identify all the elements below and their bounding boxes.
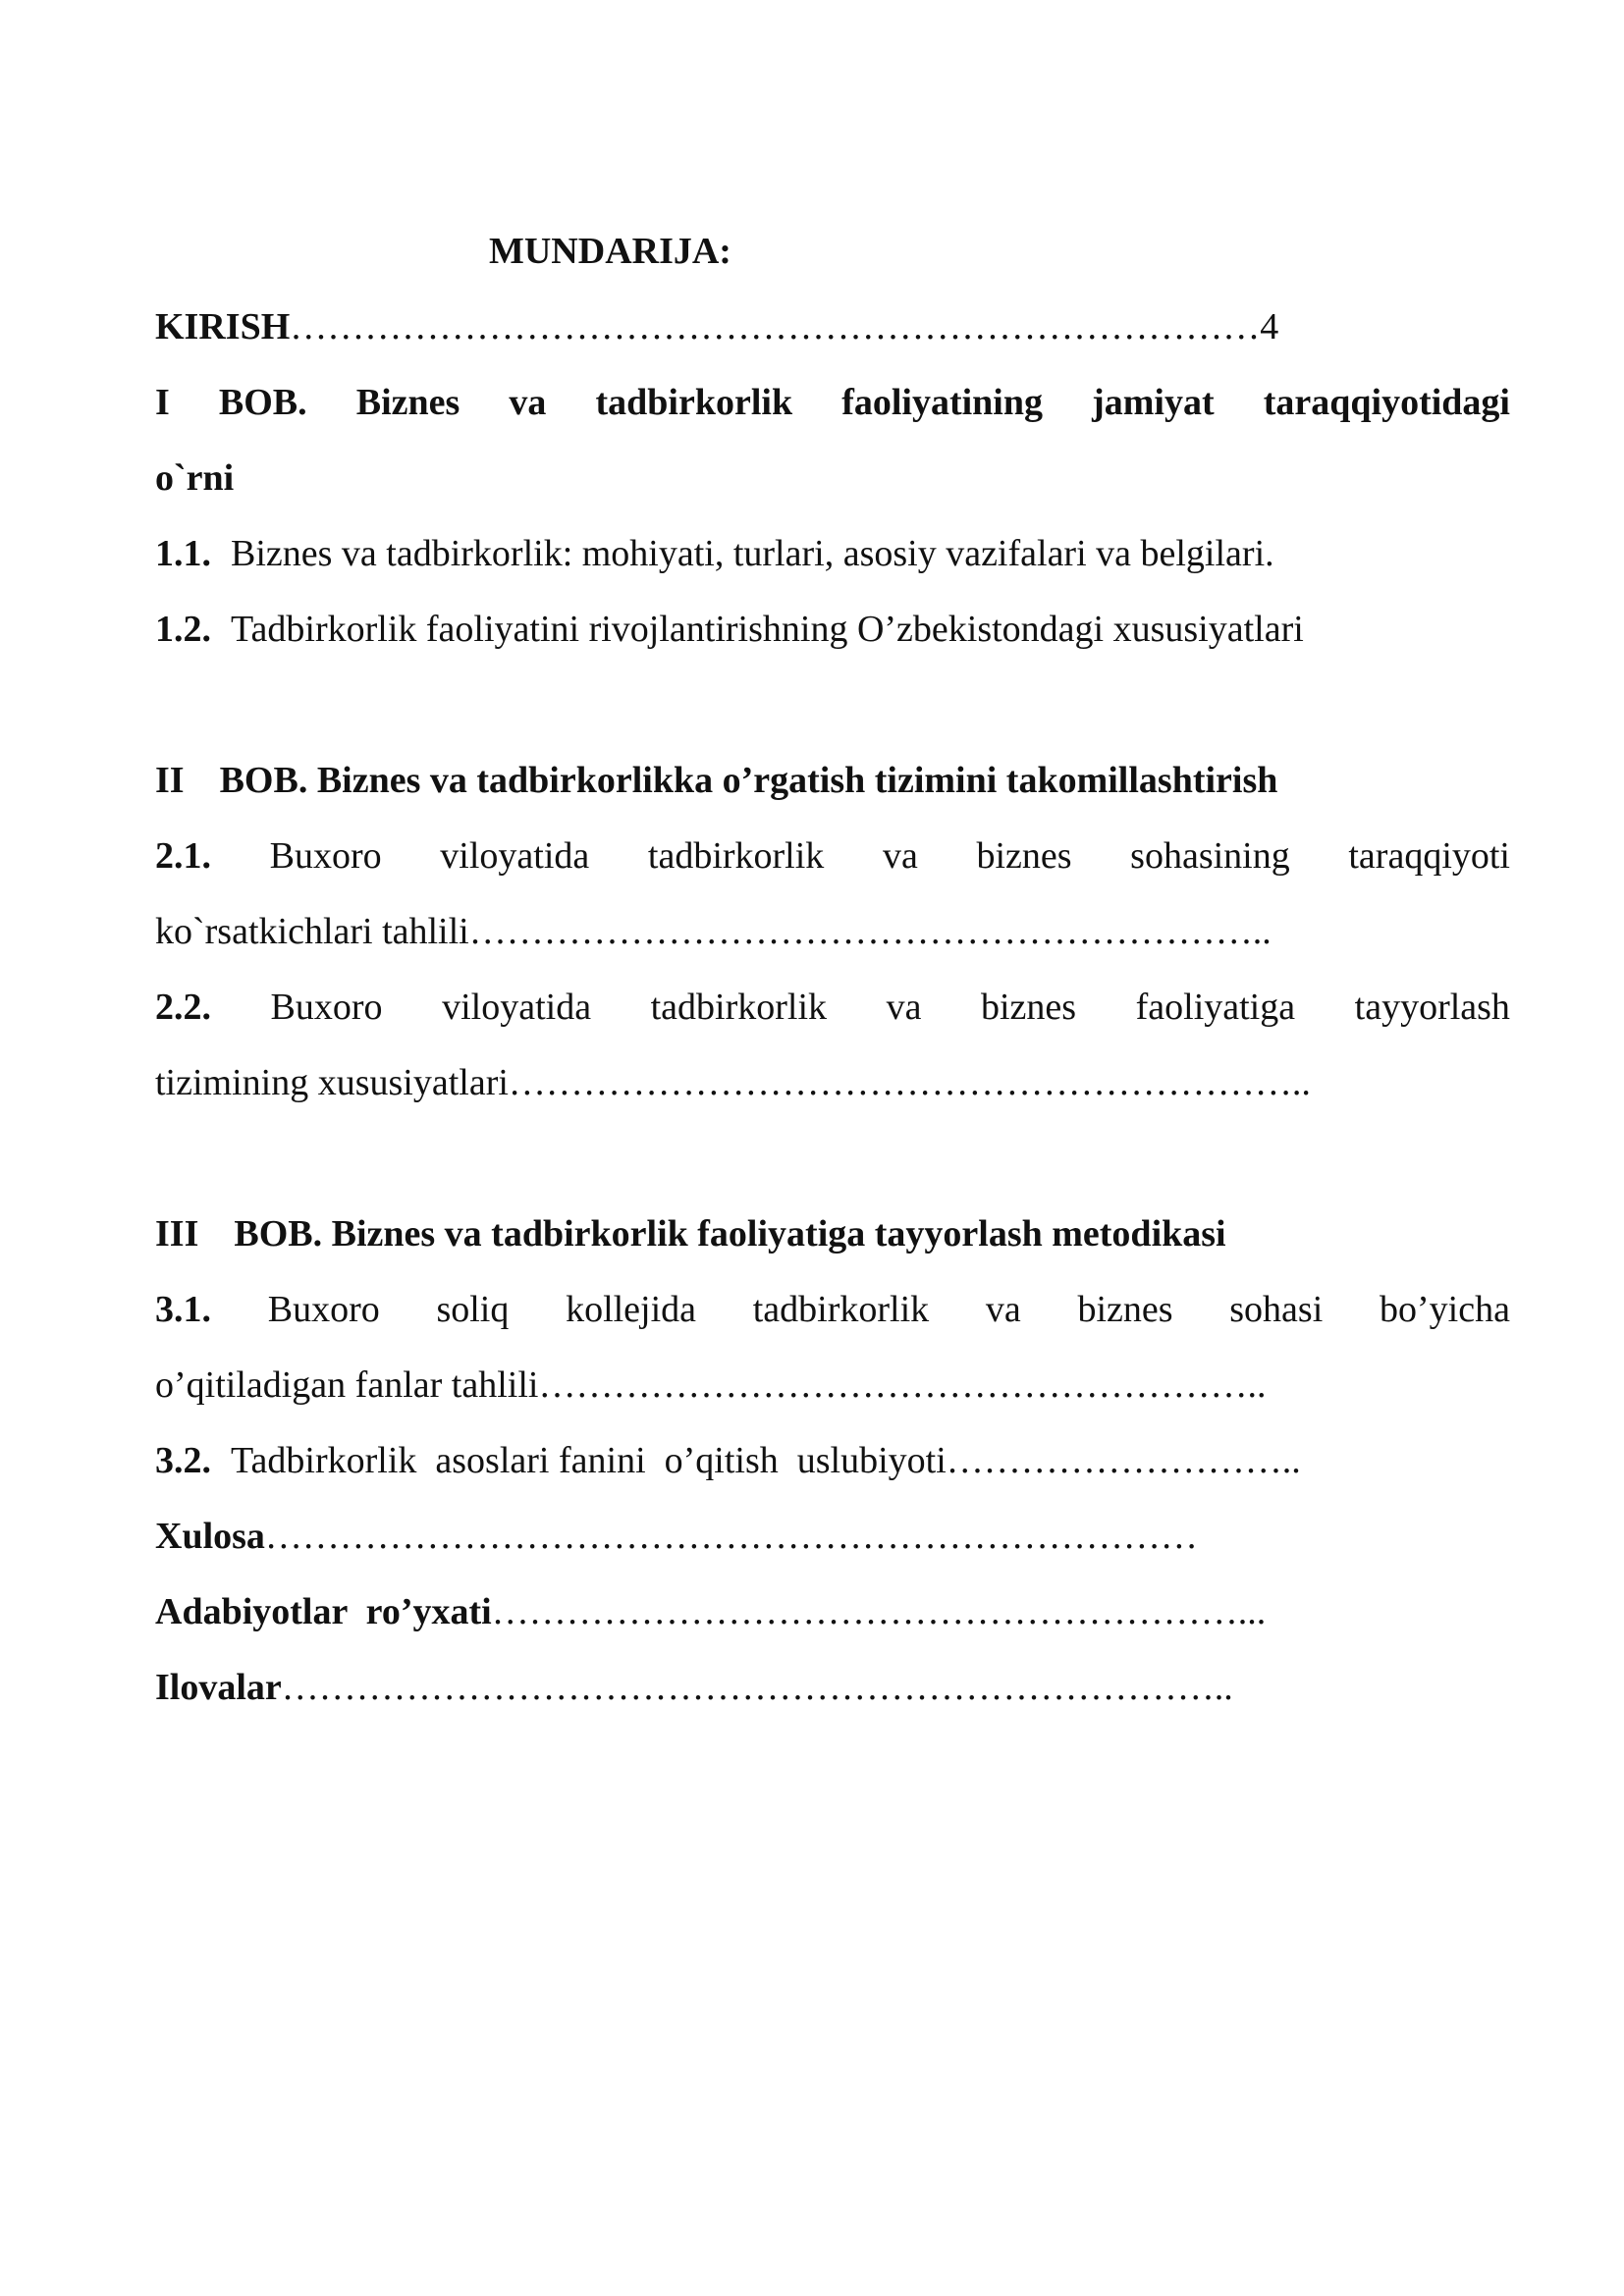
toc-leader-dots: ……………………………………………………….. — [468, 911, 1272, 952]
section-word: Buxoro — [270, 987, 383, 1028]
section-word: va — [882, 835, 918, 877]
heading-word: taraqqiyotidagi — [1263, 382, 1510, 423]
section-title: Tadbirkorlik faoliyatini rivojlantirishning O’zbekistondagi xususiyatlari — [231, 609, 1304, 650]
section-title: Biznes va tadbirkorlik: mohiyati, turlari, asosiy vazifalari va belgilari. — [231, 533, 1274, 574]
section-title-cont: o’qitiladigan fanlar tahlili — [155, 1364, 539, 1406]
section-number: 1.1. — [155, 533, 211, 574]
section-title-cont: ko`rsatkichlari tahlili — [155, 911, 469, 952]
toc-entry-label: KIRISH — [155, 306, 291, 347]
toc-entry-appendix — [155, 1650, 1510, 1726]
heading-word: jamiyat — [1092, 382, 1215, 423]
toc-section-2-2 — [155, 970, 1510, 1045]
section-word: sohasining — [1130, 835, 1290, 877]
toc-section-3-2 — [155, 1423, 1510, 1499]
section-word: viloyatida — [440, 835, 590, 877]
toc-leader-dots: ………………………………………………………………….. — [281, 1667, 1233, 1708]
section-title-cont: tizimining xususiyatlari — [155, 1062, 509, 1103]
toc-section-3-1-cont — [155, 1348, 1510, 1423]
toc-chapter-1-heading — [155, 365, 1510, 441]
toc-entry-intro — [155, 290, 1510, 365]
heading-word: BOB. — [218, 382, 307, 423]
toc-section-2-1 — [155, 819, 1510, 894]
chapter-title: BOB. Biznes va tadbirkorlikka o’rgatish tizimini takomillashtirish — [219, 760, 1278, 801]
chapter-title: BOB. Biznes va tadbirkorlik faoliyatiga tayyorlash metodikasi — [234, 1213, 1226, 1255]
heading-word: Biznes — [355, 382, 460, 423]
toc-chapter-3-heading — [155, 1197, 1510, 1272]
toc-section-2-1-cont — [155, 894, 1510, 970]
section-title: Tadbirkorlik asoslari fanini o’qitish uslubiyoti — [231, 1440, 947, 1481]
section-word: bo’yicha — [1379, 1289, 1510, 1330]
section-word: va — [985, 1289, 1021, 1330]
section-word: biznes — [1077, 1289, 1173, 1330]
toc-page-number: 4 — [1260, 306, 1279, 347]
section-word: tadbirkorlik — [647, 835, 825, 877]
toc-section-2-2-cont — [155, 1045, 1510, 1121]
heading-word: faoliyatining — [841, 382, 1043, 423]
toc-entry-label: Ilovalar — [155, 1667, 282, 1708]
toc-section-1-1 — [155, 516, 1510, 592]
toc-chapter-1-heading-cont: o`rni — [155, 457, 235, 499]
section-word: biznes — [976, 835, 1072, 877]
section-number: 2.2. — [155, 987, 211, 1028]
spacer — [155, 667, 1510, 743]
spacer — [155, 1121, 1510, 1197]
section-word: taraqqiyoti — [1348, 835, 1510, 877]
toc-title: MUNDARIJA: — [489, 231, 731, 272]
toc-entry-conclusion — [155, 1499, 1510, 1575]
section-word: tayyorlash — [1354, 987, 1510, 1028]
section-word: tadbirkorlik — [752, 1289, 930, 1330]
section-word: viloyatida — [442, 987, 592, 1028]
chapter-number: III — [155, 1213, 199, 1255]
chapter-number: I — [155, 382, 170, 423]
heading-word: va — [509, 382, 547, 423]
toc-entry-references — [155, 1575, 1510, 1650]
toc-entry-label: Xulosa — [155, 1516, 265, 1557]
section-number: 3.1. — [155, 1289, 211, 1330]
toc-leader-dots: ……………………………………………………….. — [508, 1062, 1311, 1103]
section-word: Buxoro — [267, 1289, 380, 1330]
section-word: kollejida — [566, 1289, 697, 1330]
toc-leader-dots: ……………………………………………………... — [491, 1591, 1267, 1632]
section-number: 2.1. — [155, 835, 211, 877]
section-word: va — [886, 987, 922, 1028]
toc-entry-label: Adabiyotlar ro’yxati — [155, 1591, 492, 1632]
toc-leader-dots: ………………………………………………………………… — [264, 1516, 1198, 1557]
toc-section-1-2 — [155, 592, 1510, 667]
section-word: Buxoro — [269, 835, 382, 877]
toc-chapter-2-heading — [155, 743, 1510, 819]
chapter-number: II — [155, 760, 185, 801]
section-number: 1.2. — [155, 609, 211, 650]
section-word: tadbirkorlik — [650, 987, 828, 1028]
section-word: soliq — [436, 1289, 510, 1330]
toc-leader-dots: ………………………………………………….. — [538, 1364, 1267, 1406]
section-word: sohasi — [1229, 1289, 1324, 1330]
toc-leader-dots: …………………………………………………………………… — [290, 306, 1261, 347]
table-of-contents — [155, 214, 1510, 1726]
section-number: 3.2. — [155, 1440, 211, 1481]
toc-section-3-1 — [155, 1272, 1510, 1348]
section-word: biznes — [980, 987, 1077, 1028]
section-word: faoliyatiga — [1135, 987, 1296, 1028]
toc-leader-dots: ……………………….. — [946, 1440, 1301, 1481]
heading-word: tadbirkorlik — [595, 382, 793, 423]
